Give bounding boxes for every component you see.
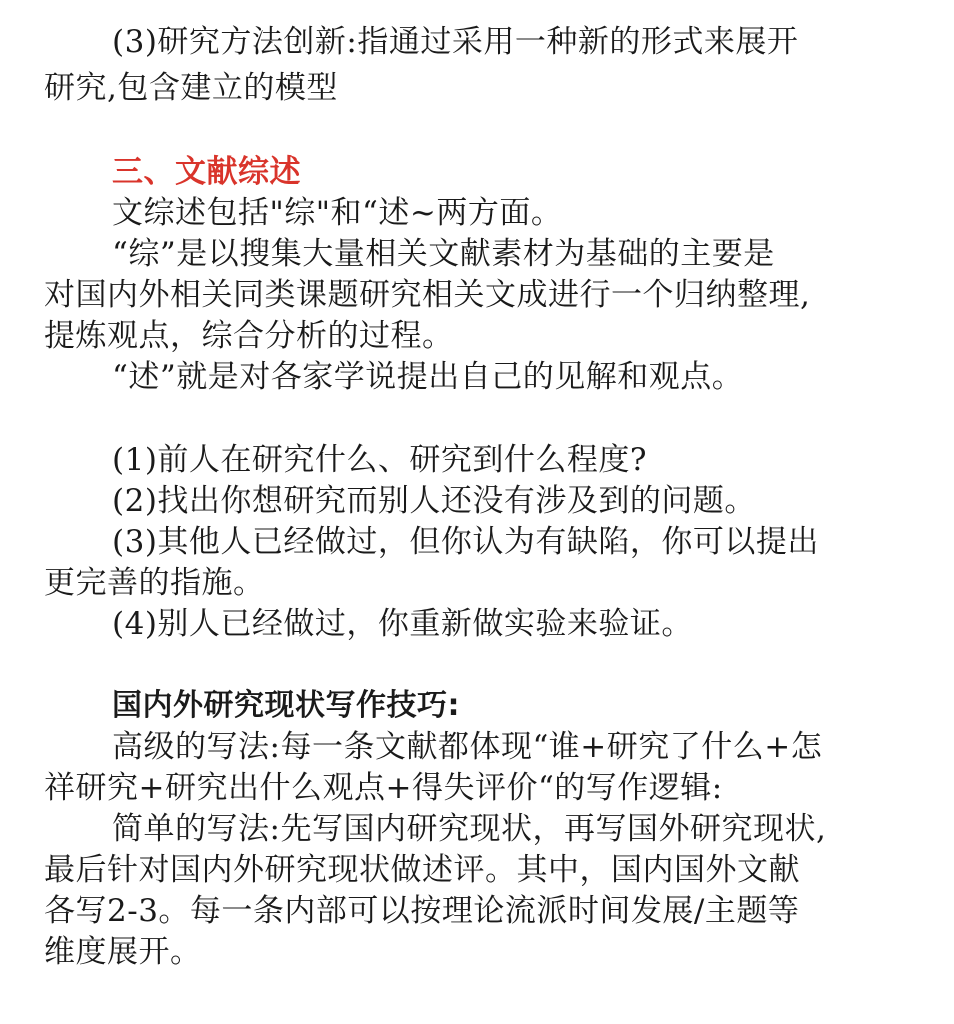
writing-tips-title: 国内外研究现状写作技巧:: [112, 688, 460, 723]
zong-definition-line-3: 提炼观点，综合分析的过程。: [44, 318, 454, 354]
review-point-3-line-2: 更完善的指施。: [44, 565, 265, 601]
review-point-4: (4)别人已经做过，你重新做实验来验证。: [112, 606, 693, 642]
simple-method-line-3: 各写2-3。每一条内部可以按理论流派时间发展/主题等: [44, 893, 800, 929]
zong-definition-line-2: 对国内外相关同类课题研究相关文成进行一个归纳整理,: [44, 277, 811, 313]
method-innovation-line-2: 研究,包含建立的模型: [44, 70, 338, 106]
simple-method-line-2: 最后针对国内外研究现状做述评。其中，国内国外文献: [44, 852, 800, 888]
review-point-2: (2)找出你想研究而别人还没有涉及到的问题。: [112, 483, 756, 519]
advanced-method-line-2: 祥研究+研究出什么观点+得失评价“的写作逻辑:: [44, 770, 723, 806]
zong-definition-line-1: “综”是以搜集大量相关文献素材为基础的主要是: [112, 236, 775, 272]
section-heading-literature-review: 三、文献综述: [112, 154, 301, 190]
literature-review-intro: 文综述包括"综"和“述~两方面。: [112, 195, 563, 231]
simple-method-line-4: 维度展开。: [44, 934, 202, 970]
review-point-1: (1)前人在研究什么、研究到什么程度?: [112, 442, 648, 478]
method-innovation-line-1: (3)研究方法创新:指通过采用一种新的形式来展开: [112, 24, 799, 60]
shu-definition: “述”就是对各家学说提出自己的见解和观点。: [112, 359, 744, 395]
review-point-3-line-1: (3)其他人已经做过，但你认为有缺陷，你可以提出: [112, 524, 819, 560]
advanced-method-line-1: 高级的写法:每一条文献都体现“谁+研究了什么+怎: [112, 729, 823, 765]
simple-method-line-1: 简单的写法:先写国内研究现状，再写国外研究现状,: [112, 811, 827, 847]
